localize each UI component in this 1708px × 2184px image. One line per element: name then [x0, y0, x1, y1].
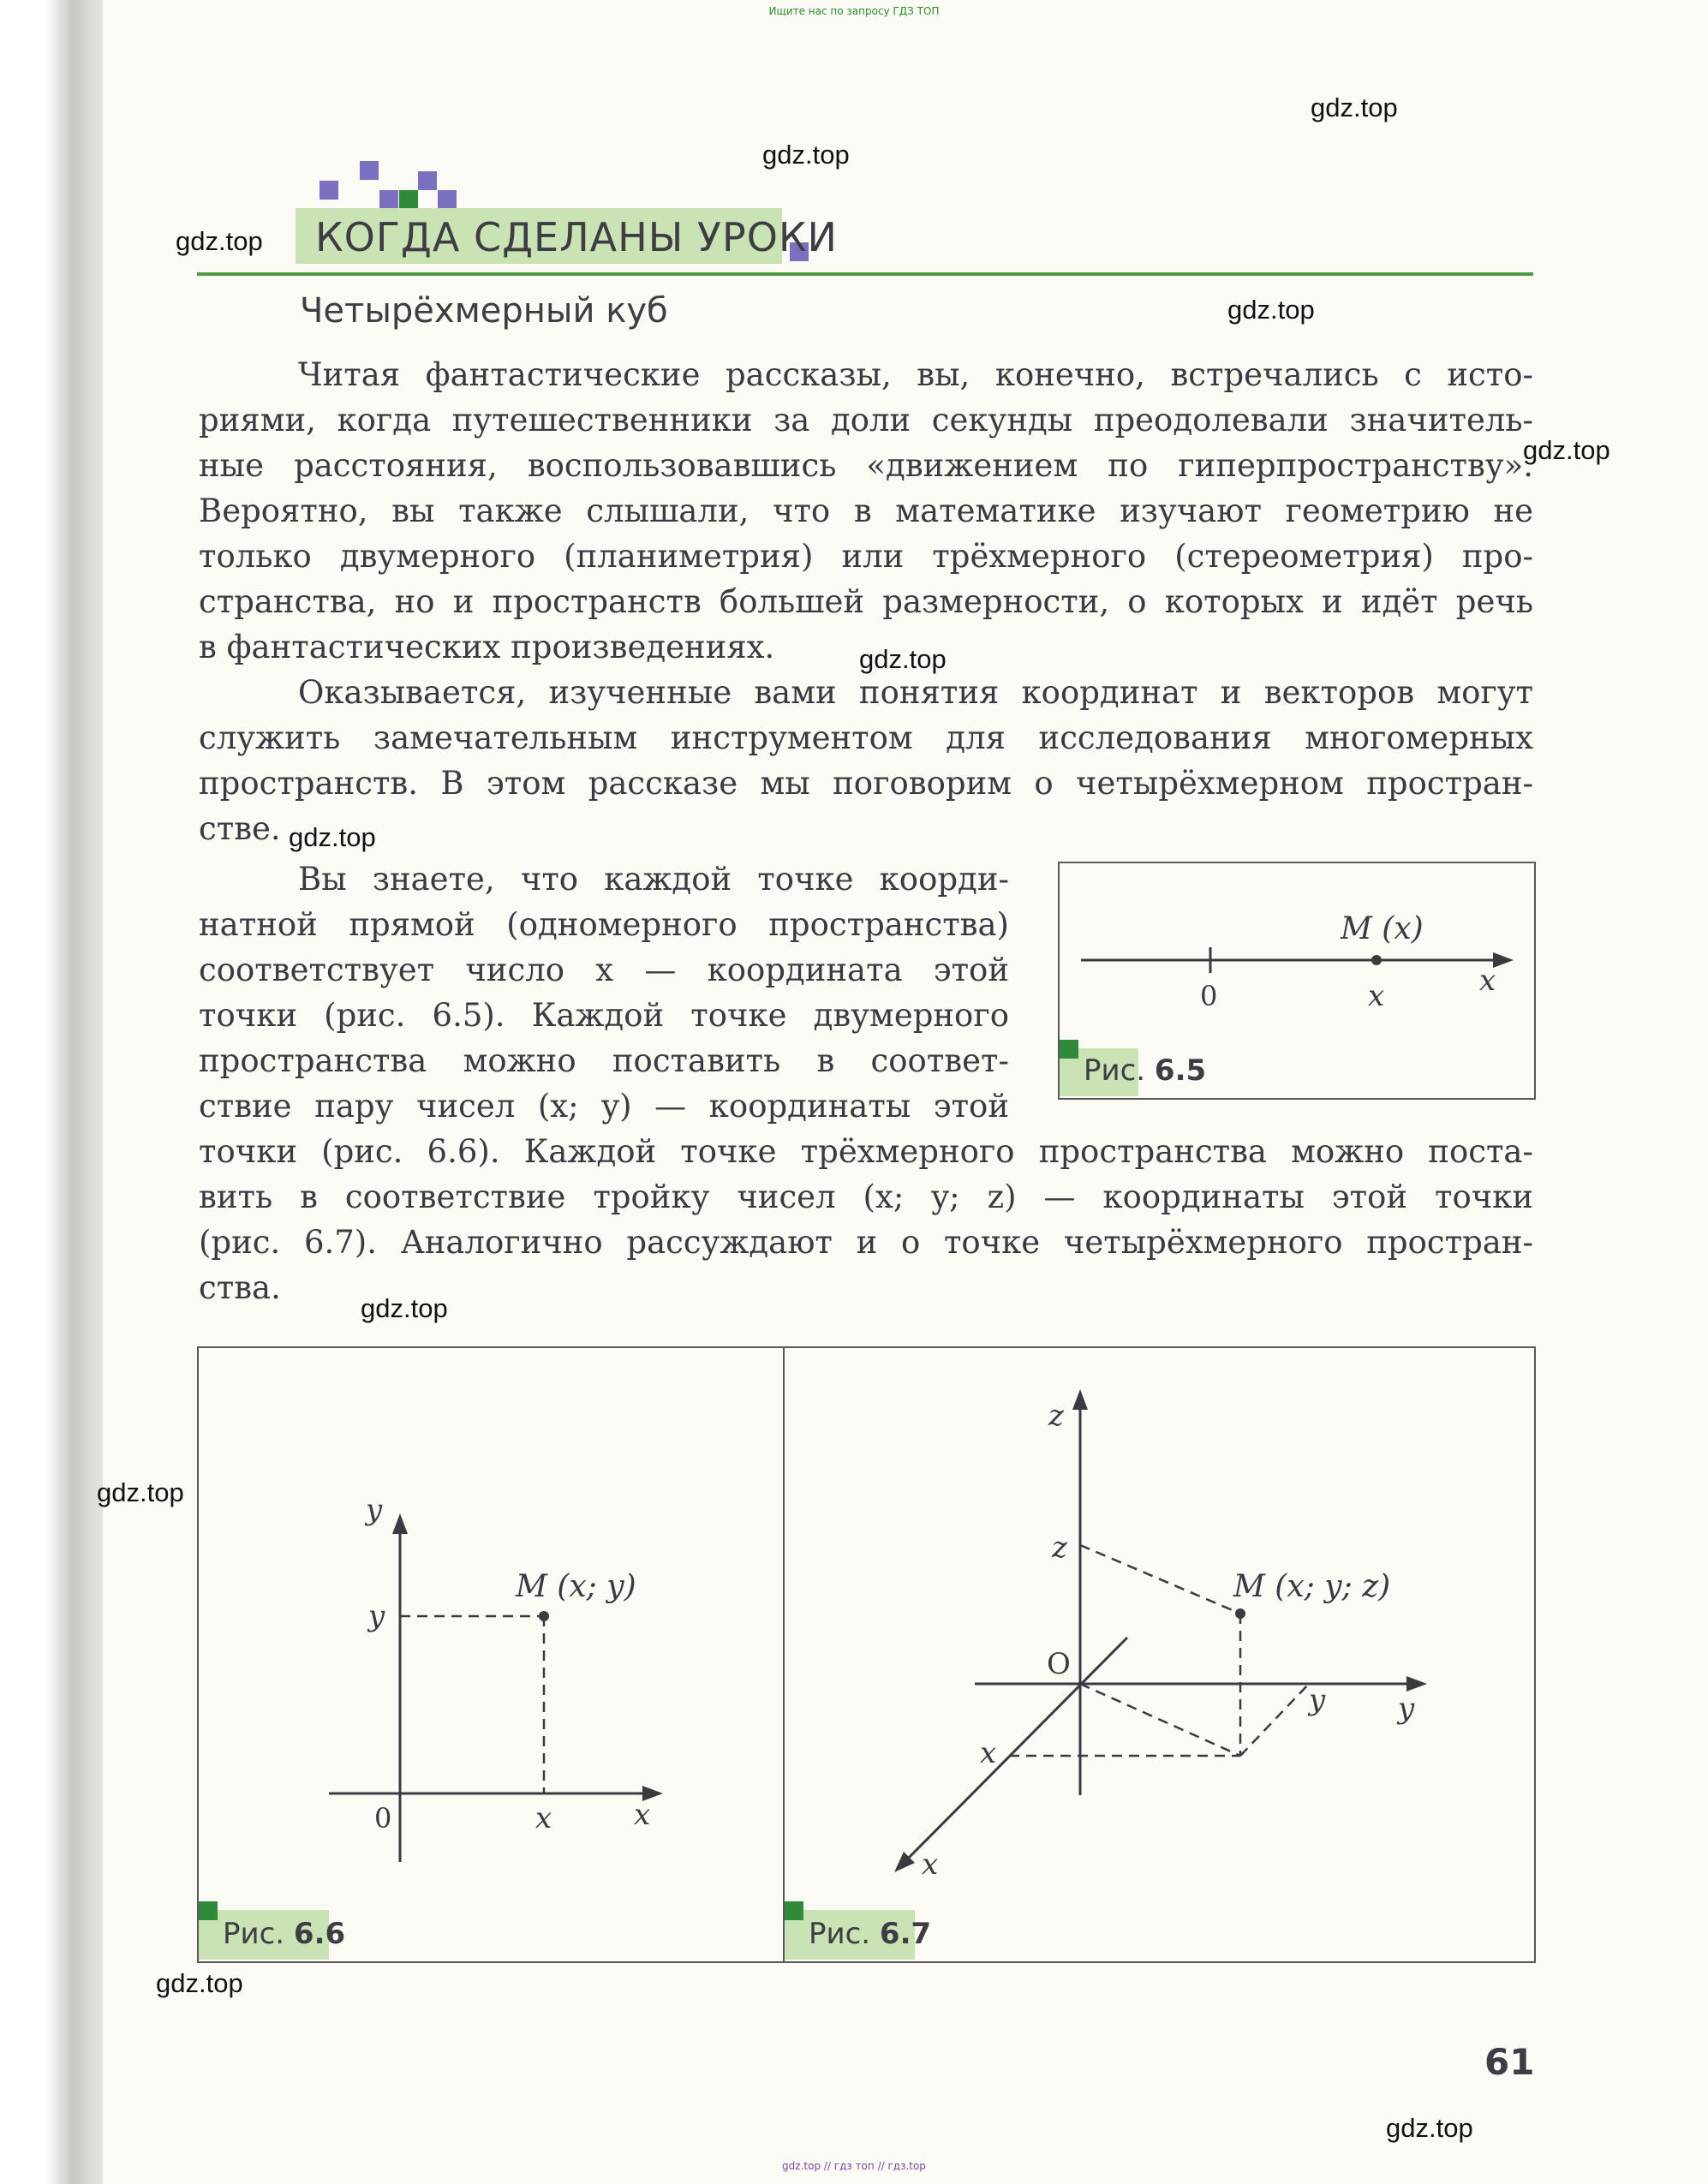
z-axis-label: z [1048, 1399, 1064, 1433]
header-pixel [379, 190, 398, 209]
section-title: КОГДА СДЕЛАНЫ УРОКИ [315, 214, 838, 260]
figure-6-7-diagram [785, 1348, 1534, 1961]
text-line: вить в соответствие тройку чисел (x; y; z) — координаты этой точки [199, 1179, 1533, 1215]
tick-label: x [1368, 979, 1385, 1013]
text-line: точки (рис. 6.5). Каждой точке двумерного [199, 997, 1009, 1034]
point-m [539, 1611, 549, 1621]
caption-number: 6.6 [293, 1917, 346, 1951]
bottom-note: gdz.top // гдз топ // гдз.top [782, 2160, 926, 2172]
text-line: только двумерного (планиметрия) или трёхмерного (стереометрия) про- [199, 538, 1533, 575]
caption-marker [199, 1901, 218, 1920]
caption-marker [1060, 1040, 1078, 1059]
watermark: gdz.top [1386, 2113, 1473, 2143]
caption-marker [785, 1901, 803, 1920]
header-pixel [320, 181, 338, 200]
point-label: M (x) [1341, 911, 1424, 946]
figure-6-6 [197, 1346, 786, 1963]
text-line: пространства можно поставить в соответ- [199, 1042, 1009, 1079]
text-line: ные расстояния, воспользовавшись «движением по гиперпространству». [199, 447, 1533, 484]
origin-label: O [1047, 1647, 1071, 1681]
text-line: точки (рис. 6.6). Каждой точке трёхмерного пространства можно поста- [199, 1133, 1533, 1170]
watermark: gdz.top [1311, 92, 1398, 122]
x-axis-label: x [634, 1798, 651, 1832]
text-line: риями, когда путешественники за доли секунды преодолевали значитель- [199, 402, 1533, 439]
text-line: Вы знаете, что каждой точке коорди- [298, 861, 1009, 898]
caption-number: 6.5 [1154, 1053, 1207, 1088]
header-pixel [438, 190, 457, 209]
caption-number: 6.7 [879, 1917, 932, 1951]
watermark: gdz.top [1523, 435, 1610, 465]
text-line: служить замечательным инструментом для исследования многомерных [199, 719, 1533, 756]
text-line: ствие пару чисел (x; y) — координаты этой [199, 1088, 1009, 1125]
text-line: стве. [199, 810, 281, 847]
watermark: gdz.top [97, 1477, 184, 1507]
x-axis [905, 1638, 1127, 1862]
dash-y [1240, 1684, 1309, 1756]
x-tick-label: x [980, 1736, 997, 1770]
origin-label: 0 [374, 1802, 392, 1835]
figure-6-7 [783, 1346, 1536, 1963]
figure-6-6-diagram [199, 1348, 785, 1961]
point-label: M (x; y) [516, 1569, 636, 1604]
text-line: Читая фантастические рассказы, вы, конечно, встречались с исто- [298, 356, 1533, 393]
watermark: gdz.top [156, 1968, 243, 1998]
text-line: ства. [199, 1269, 281, 1306]
x-axis-label: x [922, 1847, 939, 1882]
article-subtitle: Четырёхмерный куб [300, 291, 668, 331]
text-line: соответствует число x — координата этой [199, 952, 1009, 988]
text-line: (рис. 6.7). Аналогично рассуждают и о точке четырёхмерного простран- [199, 1224, 1533, 1261]
text-line: в фантастических произведениях. [199, 629, 775, 665]
point-label: M (x; y; z) [1233, 1569, 1391, 1604]
watermark: gdz.top [1227, 295, 1315, 325]
axis-arrow [1493, 952, 1514, 968]
top-note: Ищите нас по запросу ГДЗ ТОП [768, 5, 940, 17]
caption-prefix: Рис. [809, 1917, 871, 1951]
y-tick-label: y [1309, 1683, 1326, 1717]
y-axis-label: y [366, 1493, 383, 1527]
header-pixel [399, 190, 418, 209]
watermark: gdz.top [361, 1293, 448, 1323]
y-axis-arrow [1406, 1676, 1427, 1692]
text-line: странства, но и пространств большей размерности, о которых и идёт речь [199, 583, 1533, 620]
text-line: Оказывается, изученные вами понятия координат и векторов могут [298, 674, 1533, 711]
header-rule [197, 272, 1533, 276]
y-tick-label: y [368, 1599, 385, 1633]
origin-label: 0 [1200, 980, 1218, 1012]
watermark: gdz.top [289, 822, 376, 852]
header-pixel [418, 171, 437, 190]
text-line: натной прямой (одномерного пространства) [199, 906, 1009, 943]
z-axis-arrow [1072, 1389, 1088, 1410]
dash-z [1080, 1545, 1240, 1614]
watermark: gdz.top [859, 644, 947, 674]
text-line: Вероятно, вы также слышали, что в математике изучают геометрию не [199, 492, 1533, 529]
point-m [1371, 955, 1382, 965]
caption-prefix: Рис. [1084, 1053, 1146, 1088]
text-line: пространств. В этом рассказе мы поговорим о четырёхмерном простран- [199, 765, 1533, 802]
point-m [1235, 1608, 1245, 1619]
z-tick-label: z [1052, 1531, 1067, 1565]
watermark: gdz.top [176, 226, 263, 256]
caption-prefix: Рис. [223, 1917, 285, 1951]
figure-6-5 [1058, 862, 1536, 1100]
figure-caption [1084, 1053, 1206, 1088]
figure-caption [223, 1917, 345, 1951]
page-number: 61 [1484, 2041, 1535, 2083]
dash-diagonal [1080, 1684, 1240, 1756]
figure-caption [809, 1917, 931, 1951]
watermark: gdz.top [762, 140, 850, 170]
y-axis-arrow [392, 1513, 408, 1534]
y-axis-label: y [1398, 1692, 1415, 1726]
page-edge-shadow [0, 0, 103, 2184]
header-pixel [360, 161, 379, 180]
axis-label: x [1479, 964, 1496, 998]
x-tick-label: x [535, 1801, 552, 1835]
